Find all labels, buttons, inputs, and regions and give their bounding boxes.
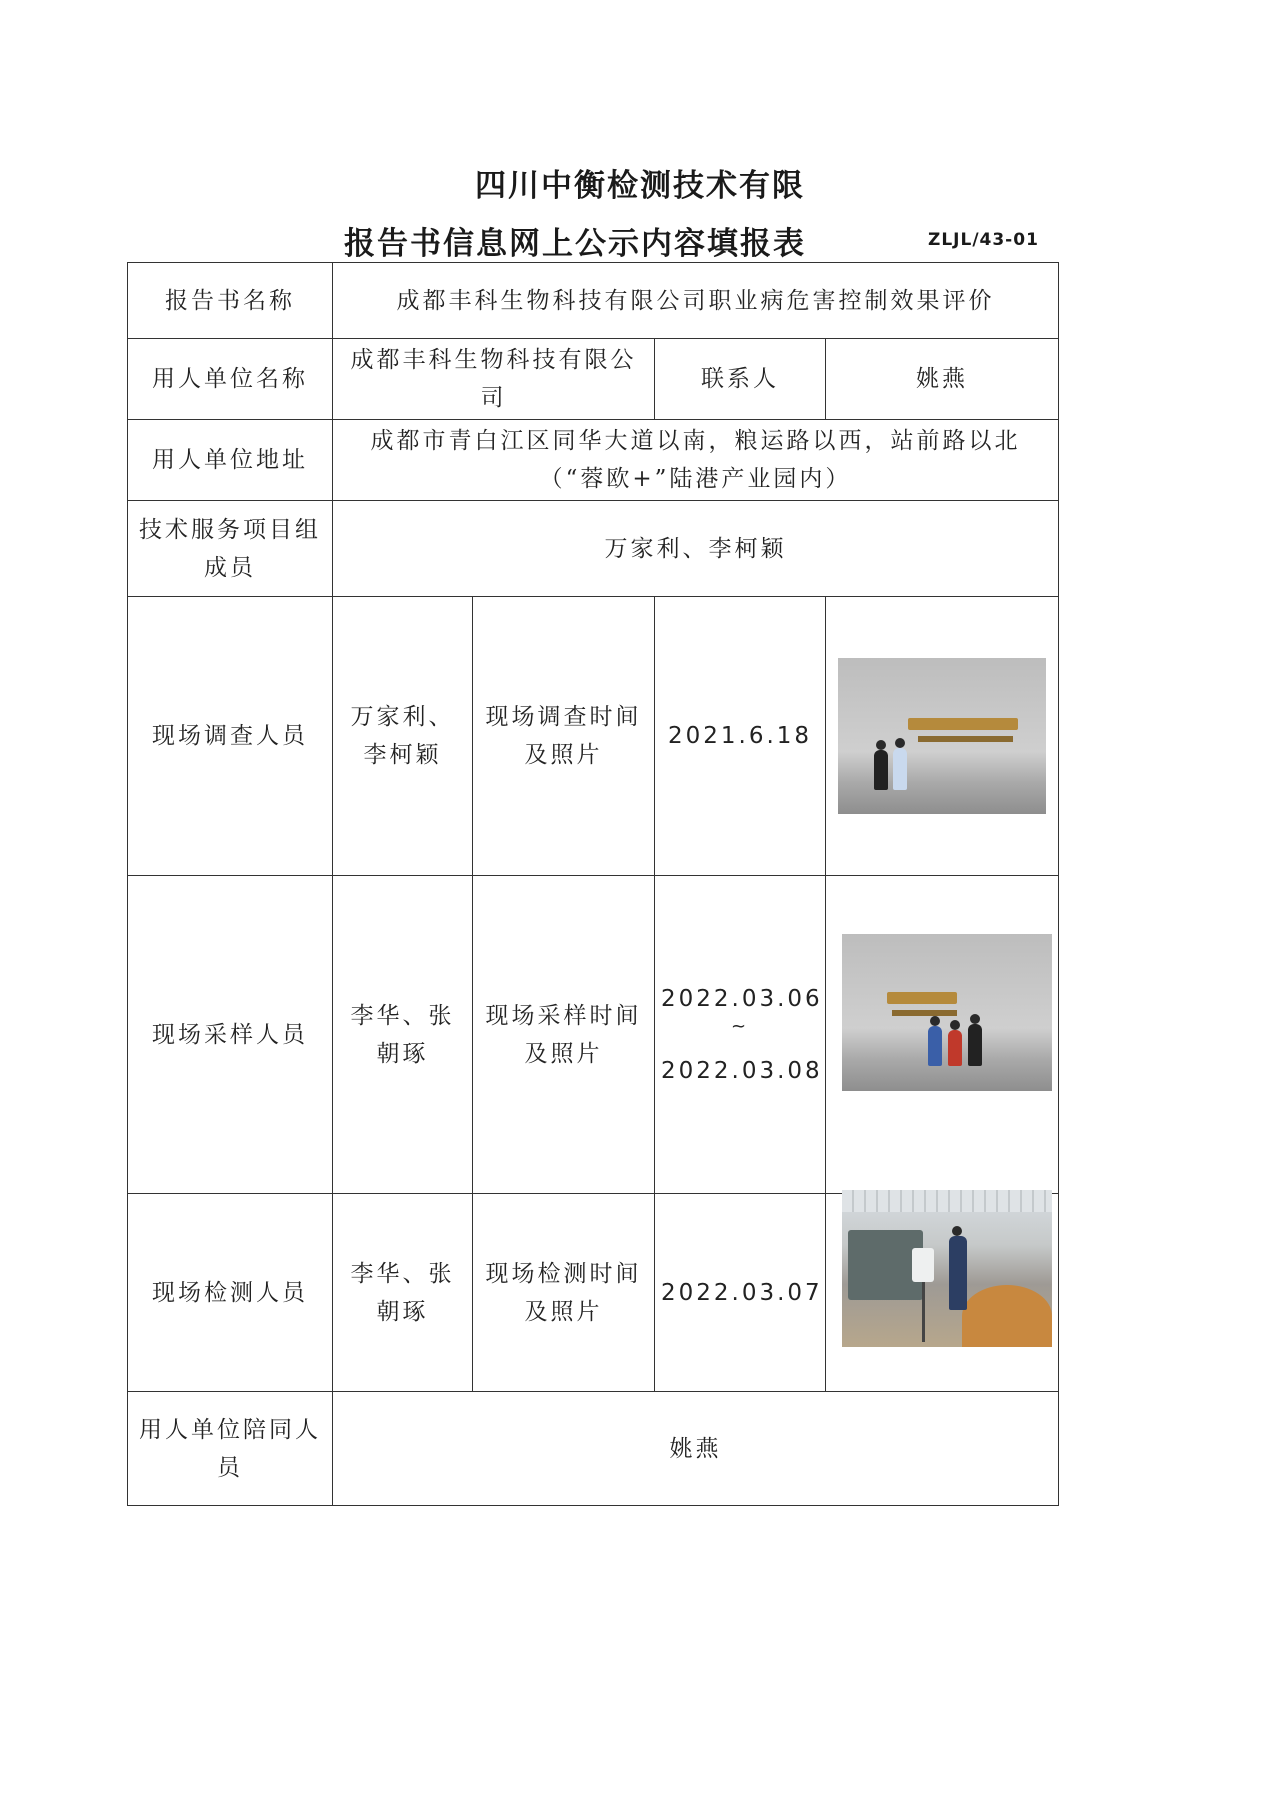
row-report-name [128, 263, 1059, 339]
escort-label: 用人单位陪同人员 [128, 1392, 333, 1506]
info-form-table [127, 262, 1059, 1506]
testing-label: 现场检测人员 [128, 1194, 333, 1392]
sampling-date-range [655, 876, 826, 1194]
survey-time-label: 现场调查时间及照片 [473, 597, 655, 876]
report-name-value: 成都丰科生物科技有限公司职业病危害控制效果评价 [333, 263, 1059, 339]
report-name-label: 报告书名称 [128, 263, 333, 339]
employer-name-value: 成都丰科生物科技有限公司 [333, 339, 655, 420]
row-escort [128, 1392, 1059, 1506]
testing-persons: 李华、张朝琢 [333, 1194, 473, 1392]
survey-date: 2021.6.18 [655, 597, 826, 876]
employer-address-value [333, 420, 1059, 501]
survey-label: 现场调查人员 [128, 597, 333, 876]
row-survey [128, 597, 1059, 876]
team-value: 万家利、李柯颖 [333, 501, 1059, 597]
row-employer-address [128, 420, 1059, 501]
employer-address-line2: （“蓉欧+”陆港产业园内） [539, 466, 852, 492]
survey-persons: 万家利、李柯颖 [333, 597, 473, 876]
company-sign [908, 718, 1018, 730]
company-sign [887, 992, 957, 1004]
testing-photo [842, 1190, 1052, 1347]
survey-photo-cell [826, 597, 1059, 876]
sampling-date-start: 2022.03.06 [661, 985, 823, 1012]
form-code: ZLJL/43-01 [928, 230, 1039, 250]
survey-photo [838, 658, 1046, 814]
sampling-persons: 李华、张朝琢 [333, 876, 473, 1194]
sampling-date-separator: ~ [730, 1015, 750, 1037]
testing-date: 2022.03.07 [655, 1194, 826, 1392]
employer-name-label: 用人单位名称 [128, 339, 333, 420]
contact-value: 姚燕 [826, 339, 1059, 420]
row-employer-name [128, 339, 1059, 420]
document-title-line2: 报告书信息网上公示内容填报表 [344, 226, 806, 262]
company-sign-subtext [918, 736, 1013, 742]
row-sampling [128, 876, 1059, 1194]
employer-address-label: 用人单位地址 [128, 420, 333, 501]
sampling-time-label: 现场采样时间及照片 [473, 876, 655, 1194]
sampling-photo-cell [826, 876, 1059, 1194]
testing-time-label: 现场检测时间及照片 [473, 1194, 655, 1392]
sampling-date-end: 2022.03.08 [661, 1057, 823, 1084]
team-label: 技术服务项目组成员 [128, 501, 333, 597]
document-title-line1: 四川中衡检测技术有限 [475, 168, 805, 204]
sampling-label: 现场采样人员 [128, 876, 333, 1194]
row-team [128, 501, 1059, 597]
material-pile [962, 1285, 1052, 1347]
contact-label: 联系人 [655, 339, 826, 420]
sampling-photo [842, 934, 1052, 1091]
escort-value: 姚燕 [333, 1392, 1059, 1506]
testing-photo-cell [826, 1194, 1059, 1392]
employer-address-line1: 成都市青白江区同华大道以南，粮运路以西，站前路以北 [370, 428, 1021, 454]
company-sign-subtext [892, 1010, 957, 1016]
detector-device [912, 1248, 934, 1282]
row-testing [128, 1194, 1059, 1392]
